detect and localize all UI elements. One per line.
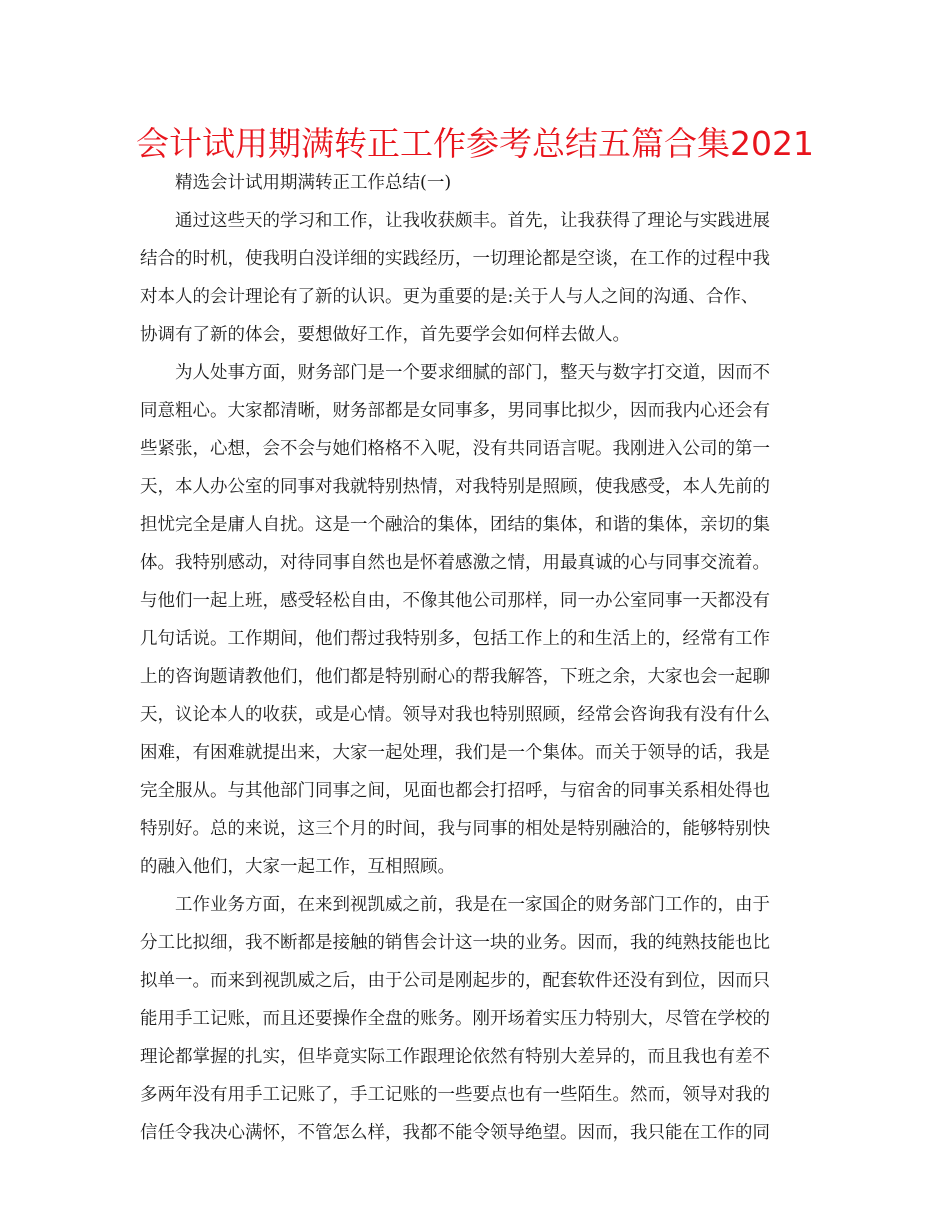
text-line: 能用手工记账，而且还要操作全盘的账务。刚开场着实压力特别大，尽管在学校的: [140, 1009, 770, 1029]
document-body: [140, 164, 812, 1152]
text-line: 与他们一起上班，感受轻松自由，不像其他公司那样，同一办公室同事一天都没有: [140, 591, 770, 611]
text-line: 拟单一。而来到视凯威之后，由于公司是刚起步的，配套软件还没有到位，因而只: [140, 971, 770, 991]
text-line: 些紧张，心想，会不会与她们格格不入呢，没有共同语言呢。我刚进入公司的第一: [140, 439, 770, 459]
document-title: 会计试用期满转正工作参考总结五篇合集2021: [136, 124, 814, 163]
text-line: 天，议论本人的收获，或是心情。领导对我也特别照顾，经常会咨询我有没有什么: [140, 705, 770, 725]
section-subtitle: 精选会计试用期满转正工作总结(一): [175, 173, 452, 193]
paragraph-3: [140, 886, 812, 1152]
text-line: 完全服从。与其他部门同事之间，见面也都会打招呼，与宿舍的同事关系相处得也: [140, 781, 770, 801]
text-line: 困难，有困难就提出来，大家一起处理，我们是一个集体。而关于领导的话，我是: [140, 743, 770, 763]
paragraph-2: [140, 354, 812, 886]
text-line: 同意粗心。大家都清晰，财务部都是女同事多，男同事比拟少，因而我内心还会有: [140, 401, 770, 421]
text-line: 为人处事方面，财务部门是一个要求细腻的部门，整天与数字打交道，因而不: [175, 363, 770, 383]
text-line: 信任令我决心满怀，不管怎么样，我都不能令领导绝望。因而，我只能在工作的同: [140, 1123, 770, 1143]
text-line: 分工比拟细，我不断都是接触的销售会计这一块的业务。因而，我的纯熟技能也比: [140, 933, 770, 953]
paragraph-1: [140, 202, 812, 354]
text-line: 特别好。总的来说，这三个月的时间，我与同事的相处是特别融洽的，能够特别快: [140, 819, 770, 839]
text-line: 多两年没有用手工记账了，手工记账的一些要点也有一些陌生。然而，领导对我的: [140, 1085, 770, 1105]
text-line: 协调有了新的体会，要想做好工作，首先要学会如何样去做人。: [140, 325, 630, 345]
text-line: 结合的时机，使我明白没详细的实践经历，一切理论都是空谈，在工作的过程中我: [140, 249, 770, 269]
text-line: 上的咨询题请教他们，他们都是特别耐心的帮我解答，下班之余，大家也会一起聊: [140, 667, 770, 687]
text-line: 工作业务方面，在来到视凯威之前，我是在一家国企的财务部门工作的，由于: [175, 895, 770, 915]
text-line: 的融入他们，大家一起工作，互相照顾。: [140, 857, 455, 877]
text-line: 理论都掌握的扎实，但毕竟实际工作跟理论依然有特别大差异的，而且我也有差不: [140, 1047, 770, 1067]
text-line: 担忧完全是庸人自扰。这是一个融洽的集体，团结的集体，和谐的集体，亲切的集: [140, 515, 770, 535]
text-line: 体。我特别感动，对待同事自然也是怀着感激之情，用最真诚的心与同事交流着。: [140, 553, 770, 573]
text-line: 对本人的会计理论有了新的认识。更为重要的是:关于人与人之间的沟通、合作、: [140, 287, 759, 307]
text-line: 通过这些天的学习和工作，让我收获颇丰。首先，让我获得了理论与实践进展: [175, 211, 770, 231]
text-line: 天，本人办公室的同事对我就特别热情，对我特别是照顾，使我感受，本人先前的: [140, 477, 770, 497]
text-line: 几句话说。工作期间，他们帮过我特别多，包括工作上的和生活上的，经常有工作: [140, 629, 770, 649]
